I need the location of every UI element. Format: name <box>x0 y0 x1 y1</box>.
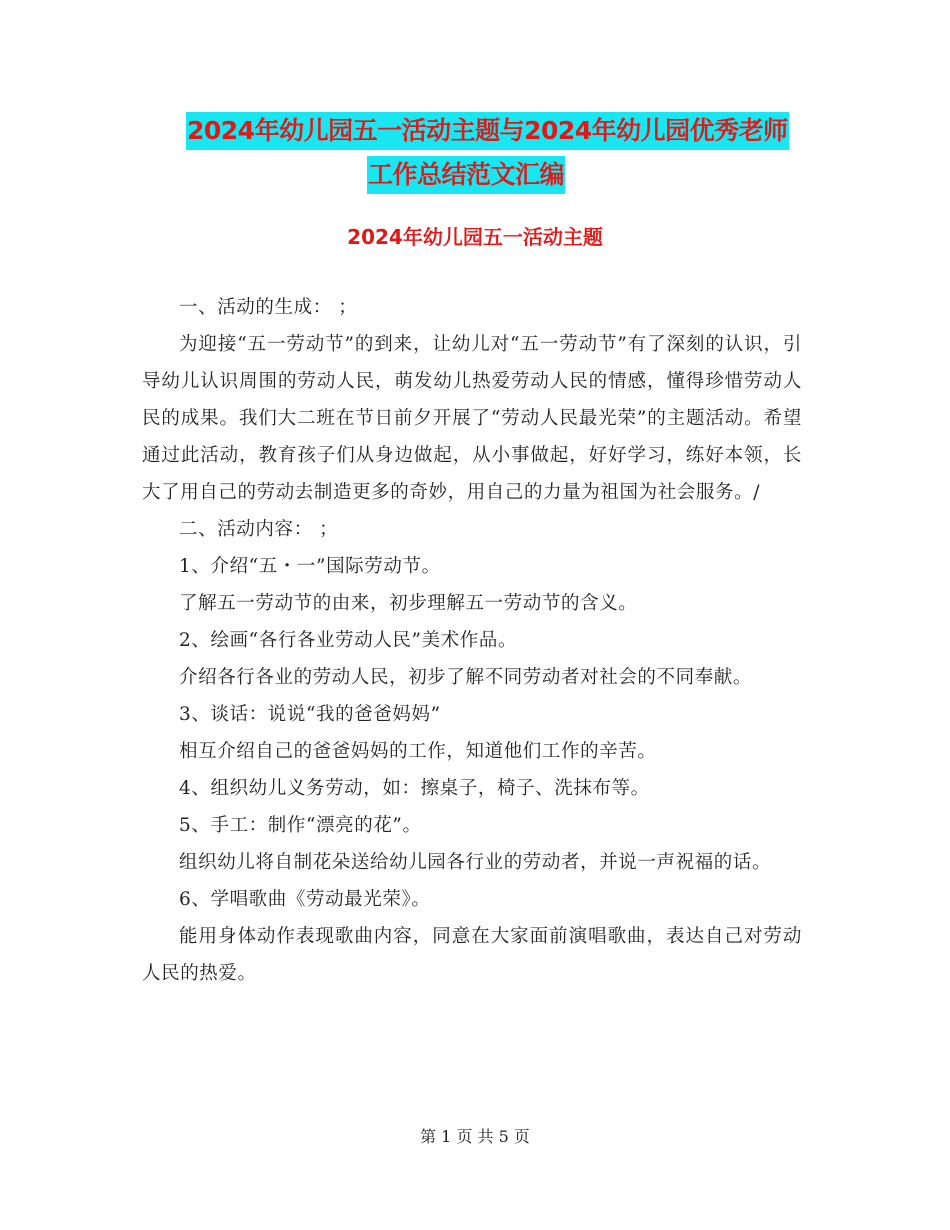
paragraph: 一、活动的生成： ； <box>179 297 358 318</box>
paragraph: 3、谈话：说说“我的爸爸妈妈” <box>179 704 441 725</box>
paragraph: 二、活动内容： ； <box>179 519 339 540</box>
paragraph: 组织幼儿将自制花朵送给幼儿园各行业的劳动者，并说一声祝福的话。 <box>179 852 772 873</box>
paragraph: 5、手工：制作“漂亮的花”。 <box>179 815 422 836</box>
section-title: 2024年幼儿园五一活动主题 <box>347 225 603 249</box>
document-title-line-1: 2024年幼儿园五一活动主题与2024年幼儿园优秀老师 <box>186 112 789 150</box>
paragraph: 6、学唱歌曲《劳动最光荣》。 <box>179 889 431 910</box>
paragraph: 能用身体动作表现歌曲内容，同意在大家面前演唱歌曲，表达自己对劳动人民的热爱。 <box>142 926 802 984</box>
paragraph: 相互介绍自己的爸爸妈妈的工作，知道他们工作的辛苦。 <box>179 741 657 762</box>
paragraph: 2、绘画“各行各业劳动人民”美术作品。 <box>179 630 518 651</box>
paragraph: 介绍各行各业的劳动人民，初步了解不同劳动者对社会的不同奉献。 <box>179 667 753 688</box>
paragraph: 1、介绍“五・一”国际劳动节。 <box>179 556 441 577</box>
paragraph: 4、组织幼儿义务劳动，如：擦桌子，椅子、洗抹布等。 <box>179 778 650 799</box>
document-body <box>142 289 802 992</box>
page-number: 第 1 页 共 5 页 <box>420 1127 530 1146</box>
document-title-line-2: 工作总结范文汇编 <box>367 156 565 194</box>
paragraph: 了解五一劳动节的由来，初步理解五一劳动节的含义。 <box>179 593 638 614</box>
paragraph: 为迎接“五一劳动节”的到来，让幼儿对“五一劳动节”有了深刻的认识，引导幼儿认识周围的劳动人民，萌发幼儿热爱劳动人民的情感，懂得珍惜劳动人民的成果。我们大二班在节日前夕开展了“劳动人民最光荣”的主题活动。希望通过此活动，教育孩子们从身边做起，从小事做起，好好学习，练好本领，长大了用自己的劳动去制造更多的奇妙，用自己的力量为祖国为社会服务。/ <box>142 334 802 503</box>
